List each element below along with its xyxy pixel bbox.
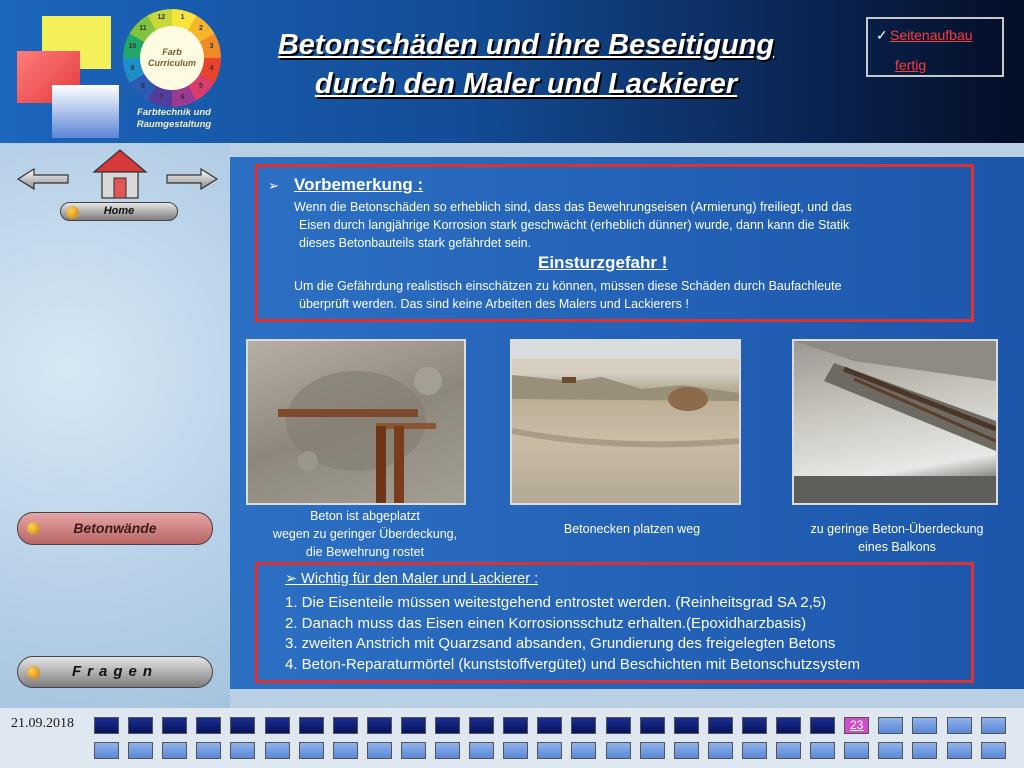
wheel-number: 2 [199, 25, 203, 32]
slide-nav-square[interactable] [435, 742, 460, 759]
home-button[interactable] [60, 202, 178, 221]
slide-nav-square[interactable] [265, 742, 290, 759]
home-button-label: Home [103, 205, 135, 217]
preliminary-remarks-heading: Vorbemerkung : [294, 175, 424, 194]
list-item: 1. Die Eisenteile müssen weitestgehend entrostet werden. (Reinheitsgrad SA 2,5) [285, 594, 827, 611]
slide-nav-square[interactable] [640, 742, 665, 759]
slide-nav-square[interactable] [537, 717, 562, 734]
slide-nav-square[interactable] [128, 742, 153, 759]
slide-nav-square[interactable] [128, 717, 153, 734]
bullet-arrow-icon: ➢ [268, 178, 279, 193]
caption-line: Betonecken platzen weg [563, 522, 701, 536]
bullet-dot-icon [66, 206, 79, 219]
status-box [866, 17, 1004, 77]
photo-caption-3 [790, 520, 1004, 556]
slide-nav-square[interactable] [742, 742, 767, 759]
slide-nav-square[interactable] [606, 717, 631, 734]
slide-nav-square[interactable] [981, 742, 1006, 759]
color-wheel-center [140, 26, 204, 90]
slide-nav-square[interactable] [94, 742, 119, 759]
slide-nav-square[interactable] [708, 717, 733, 734]
slide-nav-square[interactable] [776, 742, 801, 759]
logo-text-bottom: Curriculum [147, 58, 196, 68]
list-item: 4. Beton-Reparaturmörtel (kunststoffvergütet) und Beschichten mit Betonschutzsystem [285, 655, 860, 673]
slide-nav-square[interactable] [708, 742, 733, 759]
logo-caption-line2: Raumgestaltung [136, 119, 212, 130]
color-wheel-logo [123, 9, 221, 107]
text-line: dieses Betonbauteils stark gefährdet sein. [299, 236, 532, 250]
content-bottom-margin [230, 689, 1024, 708]
status-link-fertig[interactable]: fertig [895, 57, 927, 73]
slide-nav-square[interactable] [94, 717, 119, 734]
slide-nav-square[interactable] [469, 742, 494, 759]
slide-nav-square[interactable] [571, 742, 596, 759]
forward-arrow-icon[interactable] [165, 167, 219, 191]
slide-nav-square[interactable] [230, 742, 255, 759]
bullet-dot-icon [27, 666, 40, 679]
slide-nav-square[interactable] [503, 717, 528, 734]
wheel-number: 11 [139, 25, 147, 32]
photo-caption-2 [510, 520, 754, 538]
caption-line: Beton ist abgeplatzt [310, 509, 420, 523]
slide-nav-square[interactable] [401, 717, 426, 734]
fragen-button-label: Fragen [71, 663, 158, 680]
logo-text-top: Farb [162, 47, 182, 57]
important-notes-heading: ➢ Wichtig für den Maler und Lackierer : [285, 571, 539, 587]
slide-nav-square[interactable] [299, 742, 324, 759]
slide-nav-square[interactable] [196, 717, 221, 734]
slide-nav-square[interactable] [469, 717, 494, 734]
betonwaende-button-label: Betonwände [73, 520, 157, 536]
page-title [226, 26, 826, 104]
back-arrow-icon[interactable] [16, 167, 70, 191]
text-line: Eisen durch langjährige Korrosion stark geschwächt (erheblich dünner) wurde, dann kann die Statik [299, 218, 850, 232]
slide-nav-square[interactable] [742, 717, 767, 734]
slide-nav-square[interactable] [981, 717, 1006, 734]
wheel-number: 1 [180, 14, 185, 22]
preliminary-remarks-text [294, 198, 964, 252]
slide-nav-square[interactable] [537, 742, 562, 759]
logo-square-blue [52, 85, 119, 138]
status-link-seitenaufbau[interactable]: Seitenaufbau [890, 27, 973, 43]
betonwaende-button[interactable] [17, 512, 213, 545]
title-line2: durch den Maler und Lackierer [314, 68, 738, 100]
slide-nav-square[interactable] [776, 717, 801, 734]
slide-nav-square[interactable] [367, 742, 392, 759]
slide-nav-square[interactable] [912, 717, 937, 734]
slide-nav-square[interactable] [333, 717, 358, 734]
caption-line: eines Balkons [858, 540, 936, 554]
checkmark-icon: ✓ [876, 27, 888, 43]
collapse-warning: Einsturzgefahr ! [538, 253, 668, 272]
wheel-number: 5 [199, 82, 203, 90]
content-top-margin [230, 143, 1024, 157]
list-item: 3. zweiten Anstrich mit Quarzsand absanden, Grundierung des freigelegten Betons [285, 635, 836, 652]
slide-nav-square[interactable] [162, 717, 187, 734]
slide-nav-square[interactable] [674, 742, 699, 759]
slide-nav-square[interactable] [810, 717, 835, 734]
slide-nav-current[interactable]: 23 [844, 717, 869, 734]
photo-caption-1 [246, 507, 484, 561]
caption-line: die Bewehrung rostet [305, 545, 425, 559]
wheel-number: 4 [209, 64, 214, 72]
slide-nav-square[interactable] [299, 717, 324, 734]
slide-nav-square[interactable] [947, 742, 972, 759]
slide-nav-square[interactable] [606, 742, 631, 759]
wheel-number: 10 [128, 43, 137, 51]
fragen-button[interactable] [17, 656, 213, 688]
wheel-number: 6 [180, 93, 185, 101]
photo-spalled-concrete [246, 339, 466, 505]
wheel-number: 8 [141, 82, 145, 90]
bullet-dot-icon [27, 522, 40, 535]
logo-caption [128, 107, 220, 131]
caption-line: zu geringe Beton-Überdeckung [810, 522, 984, 536]
slide-nav-square[interactable] [674, 717, 699, 734]
slide-nav-square[interactable] [912, 742, 937, 759]
wheel-number: 7 [159, 93, 164, 101]
slide-nav-square[interactable] [162, 742, 187, 759]
important-notes-list [285, 593, 860, 675]
slide-nav-square[interactable] [503, 742, 528, 759]
slide-nav-square[interactable] [401, 742, 426, 759]
slide-nav-square[interactable] [878, 717, 903, 734]
wheel-number: 12 [157, 14, 166, 22]
left-navigation-pane [0, 143, 230, 708]
list-item: 2. Danach muss das Eisen einen Korrosionsschutz erhalten.(Epoxidharzbasis) [285, 614, 807, 632]
wheel-number: 3 [209, 43, 214, 51]
caption-line: wegen zu geringer Überdeckung, [272, 527, 458, 541]
slide-nav-square[interactable] [844, 742, 869, 759]
date-label: 21.09.2018 [11, 716, 74, 731]
logo-caption-line1: Farbtechnik und [137, 107, 211, 118]
wheel-number: 9 [130, 64, 135, 72]
title-line1: Betonschäden und ihre Beseitigung [277, 29, 775, 61]
home-house-icon[interactable] [92, 148, 148, 200]
slide-nav-square[interactable] [196, 742, 221, 759]
slide-nav-square[interactable] [947, 717, 972, 734]
photo-broken-concrete-edges [510, 339, 741, 505]
text-line: überprüft werden. Das sind keine Arbeiten des Malers und Lackierers ! [299, 297, 689, 311]
text-line: Wenn die Betonschäden so erheblich sind, dass das Bewehrungseisen (Armierung) freiliegt, und das [294, 200, 852, 214]
slide-nav-square[interactable] [878, 742, 903, 759]
slide-nav-square[interactable] [571, 717, 596, 734]
slide-nav-square[interactable] [265, 717, 290, 734]
slide-nav-square[interactable] [640, 717, 665, 734]
slide-nav-square[interactable] [367, 717, 392, 734]
slide-nav-square[interactable] [810, 742, 835, 759]
slide-nav-square[interactable] [435, 717, 460, 734]
slide-nav-square[interactable] [230, 717, 255, 734]
photo-balcony-rebar [792, 339, 998, 505]
text-line: Um die Gefährdung realistisch einschätzen zu können, müssen diese Schäden durch Baufachleute [294, 279, 842, 293]
assessment-text [294, 277, 964, 313]
slide-nav-square[interactable] [333, 742, 358, 759]
